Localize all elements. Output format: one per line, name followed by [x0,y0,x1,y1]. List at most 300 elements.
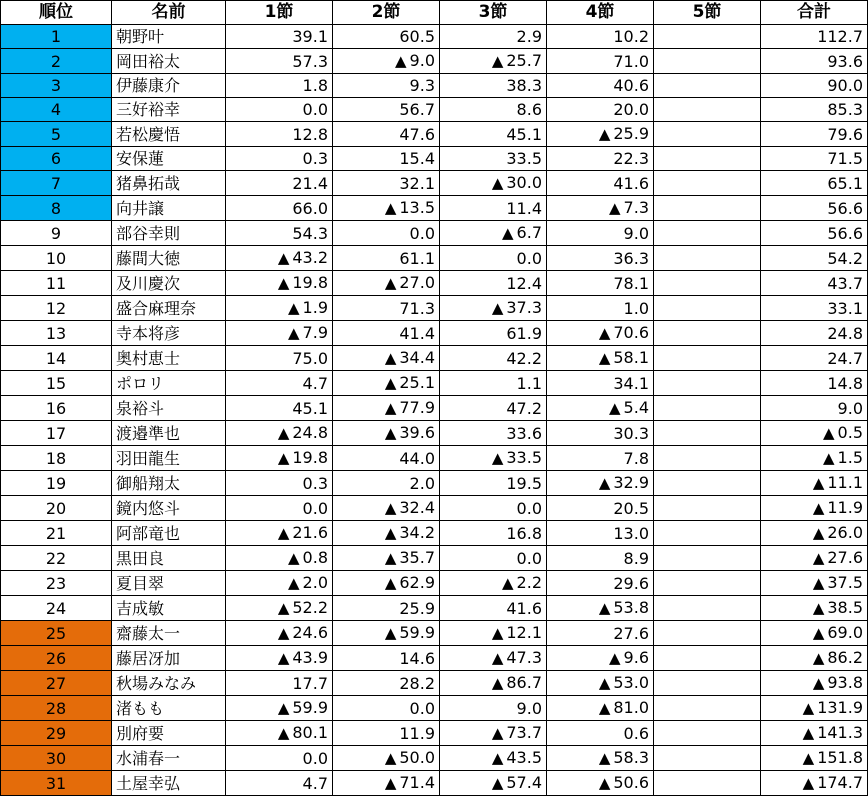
round-2-score-cell[interactable] [333,746,440,771]
table-row [1,621,868,646]
total-score-cell[interactable] [761,596,868,621]
rank-cell[interactable]: 27 [1,671,112,696]
total-score-cell[interactable] [761,721,868,746]
negative-marker-icon: ▲ [277,424,290,442]
rank-cell[interactable]: 13 [1,321,112,346]
player-name-cell[interactable]: 安保蓮 [112,147,226,171]
total-score-cell[interactable]: 93.6 [761,49,868,74]
total-score-cell[interactable] [761,646,868,671]
round-3-score-cell[interactable]: 33.5 [440,147,547,171]
round-1-score-cell[interactable]: 0.3 [226,471,333,496]
rank-cell[interactable]: 11 [1,271,112,296]
table-row [1,521,868,546]
rank-cell[interactable]: 3 [1,74,112,98]
score-value: 1.9 [302,298,328,317]
score-value: 151.8 [817,748,863,767]
score-value: 19.8 [292,448,328,467]
rank-cell[interactable]: 2 [1,49,112,74]
round-5-score-cell[interactable] [654,171,761,196]
round-3-score-cell[interactable]: 1.1 [440,371,547,396]
total-score-cell[interactable]: 54.2 [761,246,868,271]
round-2-score-cell[interactable] [333,546,440,571]
negative-marker-icon: ▲ [384,624,397,642]
score-value: 38.5 [827,598,863,617]
total-score-cell[interactable]: 112.7 [761,25,868,49]
round-3-score-cell[interactable] [440,571,547,596]
round-3-score-cell[interactable]: 12.4 [440,271,547,296]
total-score-cell[interactable] [761,446,868,471]
player-name-cell[interactable]: 渚もも [112,696,226,721]
round-5-score-cell[interactable] [654,346,761,371]
player-name-cell[interactable]: 向井譲 [112,196,226,221]
round-5-score-cell[interactable] [654,421,761,446]
player-name-cell[interactable]: 部谷幸則 [112,221,226,246]
rank-cell[interactable]: 21 [1,521,112,546]
header-round-5[interactable]: 5節 [654,1,761,25]
round-3-score-cell[interactable]: 0.0 [440,546,547,571]
score-value: 50.6 [613,773,649,792]
round-2-score-cell[interactable] [333,496,440,521]
round-3-score-cell[interactable] [440,221,547,246]
negative-marker-icon: ▲ [384,749,397,767]
score-value: 7.9 [302,323,328,342]
score-value: 30.0 [506,173,542,192]
rank-cell[interactable]: 26 [1,646,112,671]
round-2-score-cell[interactable]: 41.4 [333,321,440,346]
round-5-score-cell[interactable] [654,221,761,246]
player-name-cell[interactable]: 別府要 [112,721,226,746]
round-2-score-cell[interactable] [333,346,440,371]
score-value: 73.7 [506,723,542,742]
round-4-score-cell[interactable]: 0.6 [547,721,654,746]
round-3-score-cell[interactable]: 8.6 [440,98,547,122]
round-3-score-cell[interactable] [440,49,547,74]
rank-cell[interactable]: 29 [1,721,112,746]
round-2-score-cell[interactable]: 60.5 [333,25,440,49]
round-2-score-cell[interactable] [333,421,440,446]
round-5-score-cell[interactable] [654,521,761,546]
negative-marker-icon: ▲ [598,749,611,767]
round-4-score-cell[interactable] [547,396,654,421]
rank-cell[interactable]: 14 [1,346,112,371]
round-3-score-cell[interactable]: 41.6 [440,596,547,621]
round-2-score-cell[interactable]: 15.4 [333,147,440,171]
round-1-score-cell[interactable] [226,621,333,646]
player-name-cell[interactable]: 伊藤康介 [112,74,226,98]
round-4-score-cell[interactable]: 27.6 [547,621,654,646]
round-1-score-cell[interactable] [226,321,333,346]
round-1-score-cell[interactable] [226,696,333,721]
rank-cell[interactable]: 17 [1,421,112,446]
round-5-score-cell[interactable] [654,122,761,147]
round-2-score-cell[interactable]: 71.3 [333,296,440,321]
round-2-score-cell[interactable]: 47.6 [333,122,440,147]
total-score-cell[interactable]: 71.5 [761,147,868,171]
round-4-score-cell[interactable]: 22.3 [547,147,654,171]
player-name-cell[interactable]: 吉成敏 [112,596,226,621]
header-round-2[interactable]: 2節 [333,1,440,25]
round-5-score-cell[interactable] [654,496,761,521]
rank-cell[interactable]: 10 [1,246,112,271]
player-name-cell[interactable]: 齋藤太一 [112,621,226,646]
round-4-score-cell[interactable]: 29.6 [547,571,654,596]
round-4-score-cell[interactable]: 36.3 [547,246,654,271]
round-2-score-cell[interactable]: 28.2 [333,671,440,696]
round-5-score-cell[interactable] [654,721,761,746]
negative-marker-icon: ▲ [598,474,611,492]
round-4-score-cell[interactable] [547,671,654,696]
round-1-score-cell[interactable] [226,271,333,296]
round-5-score-cell[interactable] [654,446,761,471]
total-score-cell[interactable] [761,571,868,596]
round-1-score-cell[interactable]: 4.7 [226,371,333,396]
round-4-score-cell[interactable] [547,746,654,771]
total-score-cell[interactable]: 33.1 [761,296,868,321]
round-3-score-cell[interactable] [440,771,547,796]
round-3-score-cell[interactable]: 16.8 [440,521,547,546]
total-score-cell[interactable] [761,421,868,446]
round-4-score-cell[interactable]: 10.2 [547,25,654,49]
round-4-score-cell[interactable] [547,646,654,671]
round-4-score-cell[interactable]: 71.0 [547,49,654,74]
player-name-cell[interactable]: 鏡内悠斗 [112,496,226,521]
player-name-cell[interactable]: 三好裕幸 [112,98,226,122]
round-5-score-cell[interactable] [654,646,761,671]
round-5-score-cell[interactable] [654,74,761,98]
rank-cell[interactable]: 30 [1,746,112,771]
player-name-cell[interactable]: 泉裕斗 [112,396,226,421]
rank-cell[interactable]: 15 [1,371,112,396]
round-2-score-cell[interactable] [333,396,440,421]
round-4-score-cell[interactable] [547,696,654,721]
round-1-score-cell[interactable]: 12.8 [226,122,333,147]
player-name-cell[interactable]: 岡田裕太 [112,49,226,74]
rank-cell[interactable]: 16 [1,396,112,421]
total-score-cell[interactable]: 79.6 [761,122,868,147]
player-name-cell[interactable]: 土屋幸弘 [112,771,226,796]
player-name-cell[interactable]: 寺本将彦 [112,321,226,346]
round-5-score-cell[interactable] [654,671,761,696]
negative-marker-icon: ▲ [598,599,611,617]
score-value: 86.7 [506,673,542,692]
round-1-score-cell[interactable]: 39.1 [226,25,333,49]
round-1-score-cell[interactable] [226,421,333,446]
round-4-score-cell[interactable] [547,122,654,147]
total-score-cell[interactable]: 65.1 [761,171,868,196]
player-name-cell[interactable]: 及川慶次 [112,271,226,296]
round-3-score-cell[interactable]: 45.1 [440,122,547,147]
round-1-score-cell[interactable]: 0.3 [226,147,333,171]
round-1-score-cell[interactable] [226,296,333,321]
total-score-cell[interactable]: 85.3 [761,98,868,122]
round-3-score-cell[interactable]: 2.9 [440,25,547,49]
score-value: 47.3 [506,648,542,667]
round-1-score-cell[interactable]: 4.7 [226,771,333,796]
player-name-cell[interactable]: 奥村恵士 [112,346,226,371]
round-2-score-cell[interactable] [333,271,440,296]
round-2-score-cell[interactable]: 2.0 [333,471,440,496]
negative-marker-icon: ▲ [384,399,397,417]
round-1-score-cell[interactable]: 66.0 [226,196,333,221]
round-3-score-cell[interactable]: 47.2 [440,396,547,421]
round-5-score-cell[interactable] [654,746,761,771]
total-score-cell[interactable]: 14.8 [761,371,868,396]
table-row [1,25,868,49]
round-5-score-cell[interactable] [654,571,761,596]
total-score-cell[interactable] [761,696,868,721]
round-3-score-cell[interactable]: 33.6 [440,421,547,446]
round-3-score-cell[interactable] [440,646,547,671]
round-5-score-cell[interactable] [654,271,761,296]
negative-marker-icon: ▲ [802,699,815,717]
total-score-cell[interactable] [761,546,868,571]
rank-cell[interactable]: 12 [1,296,112,321]
round-4-score-cell[interactable]: 9.0 [547,221,654,246]
rank-cell[interactable]: 5 [1,122,112,147]
round-5-score-cell[interactable] [654,471,761,496]
player-name-cell[interactable]: 若松慶悟 [112,122,226,147]
round-3-score-cell[interactable] [440,446,547,471]
rank-cell[interactable]: 20 [1,496,112,521]
rank-cell[interactable]: 1 [1,25,112,49]
rank-cell[interactable]: 31 [1,771,112,796]
round-4-score-cell[interactable]: 13.0 [547,521,654,546]
round-4-score-cell[interactable] [547,196,654,221]
total-score-cell[interactable] [761,771,868,796]
rank-cell[interactable]: 6 [1,147,112,171]
score-value: 43.9 [292,648,328,667]
round-5-score-cell[interactable] [654,49,761,74]
player-name-cell[interactable]: ポロリ [112,371,226,396]
total-score-cell[interactable]: 43.7 [761,271,868,296]
round-5-score-cell[interactable] [654,321,761,346]
player-name-cell[interactable]: 羽田龍生 [112,446,226,471]
round-1-score-cell[interactable]: 57.3 [226,49,333,74]
total-score-cell[interactable]: 24.7 [761,346,868,371]
round-2-score-cell[interactable]: 14.6 [333,646,440,671]
round-1-score-cell[interactable] [226,446,333,471]
round-1-score-cell[interactable] [226,246,333,271]
rank-cell[interactable]: 7 [1,171,112,196]
round-1-score-cell[interactable] [226,596,333,621]
player-name-cell[interactable]: 阿部竜也 [112,521,226,546]
total-score-cell[interactable] [761,746,868,771]
rank-cell[interactable]: 18 [1,446,112,471]
round-5-score-cell[interactable] [654,396,761,421]
round-4-score-cell[interactable]: 20.5 [547,496,654,521]
score-value: 25.1 [399,373,435,392]
player-name-cell[interactable]: 黒田良 [112,546,226,571]
player-name-cell[interactable]: 藤居冴加 [112,646,226,671]
score-value: 32.4 [399,498,435,517]
round-5-score-cell[interactable] [654,246,761,271]
negative-marker-icon: ▲ [802,724,815,742]
score-value: 52.2 [292,598,328,617]
round-3-score-cell[interactable]: 11.4 [440,196,547,221]
rank-cell[interactable]: 24 [1,596,112,621]
round-5-score-cell[interactable] [654,147,761,171]
negative-marker-icon: ▲ [812,549,825,567]
round-3-score-cell[interactable]: 9.0 [440,696,547,721]
round-3-score-cell[interactable] [440,621,547,646]
header-rank[interactable]: 順位 [1,1,112,25]
total-score-cell[interactable] [761,671,868,696]
total-score-cell[interactable] [761,471,868,496]
round-2-score-cell[interactable]: 44.0 [333,446,440,471]
negative-marker-icon: ▲ [384,524,397,542]
round-1-score-cell[interactable]: 45.1 [226,396,333,421]
round-4-score-cell[interactable]: 20.0 [547,98,654,122]
header-name[interactable]: 名前 [112,1,226,25]
negative-marker-icon: ▲ [277,274,290,292]
rank-cell[interactable]: 25 [1,621,112,646]
round-4-score-cell[interactable] [547,596,654,621]
player-name-cell[interactable]: 水浦春一 [112,746,226,771]
round-5-score-cell[interactable] [654,371,761,396]
round-2-score-cell[interactable] [333,196,440,221]
round-3-score-cell[interactable]: 19.5 [440,471,547,496]
negative-marker-icon: ▲ [384,274,397,292]
round-3-score-cell[interactable]: 0.0 [440,246,547,271]
negative-marker-icon: ▲ [812,624,825,642]
round-2-score-cell[interactable]: 56.7 [333,98,440,122]
round-5-score-cell[interactable] [654,771,761,796]
player-name-cell[interactable]: 盛合麻理奈 [112,296,226,321]
total-score-cell[interactable]: 9.0 [761,396,868,421]
round-4-score-cell[interactable]: 41.6 [547,171,654,196]
total-score-cell[interactable]: 24.8 [761,321,868,346]
negative-marker-icon: ▲ [491,449,504,467]
round-5-score-cell[interactable] [654,196,761,221]
round-2-score-cell[interactable] [333,521,440,546]
round-1-score-cell[interactable] [226,546,333,571]
score-value: 71.4 [399,773,435,792]
header-round-1[interactable]: 1節 [226,1,333,25]
rank-cell[interactable]: 23 [1,571,112,596]
negative-marker-icon: ▲ [598,349,611,367]
round-5-score-cell[interactable] [654,546,761,571]
round-2-score-cell[interactable]: 32.1 [333,171,440,196]
round-4-score-cell[interactable]: 1.0 [547,296,654,321]
total-score-cell[interactable] [761,496,868,521]
negative-marker-icon: ▲ [491,52,504,70]
rank-cell[interactable]: 9 [1,221,112,246]
round-5-score-cell[interactable] [654,621,761,646]
round-3-score-cell[interactable] [440,746,547,771]
round-2-score-cell[interactable] [333,371,440,396]
total-score-cell[interactable]: 56.6 [761,196,868,221]
round-2-score-cell[interactable] [333,49,440,74]
round-4-score-cell[interactable] [547,771,654,796]
table-row [1,49,868,74]
round-3-score-cell[interactable]: 38.3 [440,74,547,98]
round-1-score-cell[interactable] [226,721,333,746]
score-value: 32.9 [613,473,649,492]
round-2-score-cell[interactable]: 0.0 [333,221,440,246]
rank-cell[interactable]: 19 [1,471,112,496]
round-5-score-cell[interactable] [654,98,761,122]
player-name-cell[interactable]: 渡邉準也 [112,421,226,446]
round-4-score-cell[interactable] [547,471,654,496]
round-3-score-cell[interactable]: 42.2 [440,346,547,371]
score-value: 27.6 [827,548,863,567]
round-2-score-cell[interactable]: 11.9 [333,721,440,746]
player-name-cell[interactable]: 夏目翠 [112,571,226,596]
round-1-score-cell[interactable]: 54.3 [226,221,333,246]
negative-marker-icon: ▲ [812,574,825,592]
header-round-3[interactable]: 3節 [440,1,547,25]
total-score-cell[interactable]: 56.6 [761,221,868,246]
negative-marker-icon: ▲ [812,524,825,542]
player-name-cell[interactable]: 藤間大徳 [112,246,226,271]
round-3-score-cell[interactable] [440,171,547,196]
round-4-score-cell[interactable]: 78.1 [547,271,654,296]
round-4-score-cell[interactable]: 40.6 [547,74,654,98]
total-score-cell[interactable]: 90.0 [761,74,868,98]
round-4-score-cell[interactable] [547,346,654,371]
player-name-cell[interactable]: 秋場みなみ [112,671,226,696]
round-2-score-cell[interactable]: 61.1 [333,246,440,271]
round-5-score-cell[interactable] [654,696,761,721]
round-1-score-cell[interactable]: 0.0 [226,98,333,122]
round-4-score-cell[interactable]: 7.8 [547,446,654,471]
round-5-score-cell[interactable] [654,296,761,321]
header-round-4[interactable]: 4節 [547,1,654,25]
round-2-score-cell[interactable]: 9.3 [333,74,440,98]
round-1-score-cell[interactable]: 1.8 [226,74,333,98]
round-1-score-cell[interactable]: 21.4 [226,171,333,196]
rank-cell[interactable]: 4 [1,98,112,122]
total-score-cell[interactable] [761,521,868,546]
round-1-score-cell[interactable]: 75.0 [226,346,333,371]
round-1-score-cell[interactable] [226,646,333,671]
round-3-score-cell[interactable]: 61.9 [440,321,547,346]
round-1-score-cell[interactable]: 17.7 [226,671,333,696]
round-2-score-cell[interactable] [333,621,440,646]
round-3-score-cell[interactable] [440,296,547,321]
round-1-score-cell[interactable]: 0.0 [226,746,333,771]
round-4-score-cell[interactable] [547,321,654,346]
round-1-score-cell[interactable]: 0.0 [226,496,333,521]
negative-marker-icon: ▲ [384,499,397,517]
rank-cell[interactable]: 28 [1,696,112,721]
player-name-cell[interactable]: 朝野叶 [112,25,226,49]
rank-cell[interactable]: 8 [1,196,112,221]
round-2-score-cell[interactable] [333,771,440,796]
round-1-score-cell[interactable] [226,521,333,546]
round-3-score-cell[interactable] [440,671,547,696]
round-2-score-cell[interactable]: 25.9 [333,596,440,621]
round-2-score-cell[interactable] [333,571,440,596]
total-score-cell[interactable] [761,621,868,646]
round-3-score-cell[interactable] [440,721,547,746]
round-2-score-cell[interactable]: 0.0 [333,696,440,721]
player-name-cell[interactable]: 猪鼻拓哉 [112,171,226,196]
rank-cell[interactable]: 22 [1,546,112,571]
round-4-score-cell[interactable]: 8.9 [547,546,654,571]
table-row [1,346,868,371]
round-4-score-cell[interactable]: 34.1 [547,371,654,396]
round-5-score-cell[interactable] [654,596,761,621]
header-total[interactable]: 合計 [761,1,868,25]
round-5-score-cell[interactable] [654,25,761,49]
score-value: 25.7 [506,51,542,70]
player-name-cell[interactable]: 御船翔太 [112,471,226,496]
round-4-score-cell[interactable]: 30.3 [547,421,654,446]
score-value: 69.0 [827,623,863,642]
round-1-score-cell[interactable] [226,571,333,596]
round-3-score-cell[interactable]: 0.0 [440,496,547,521]
